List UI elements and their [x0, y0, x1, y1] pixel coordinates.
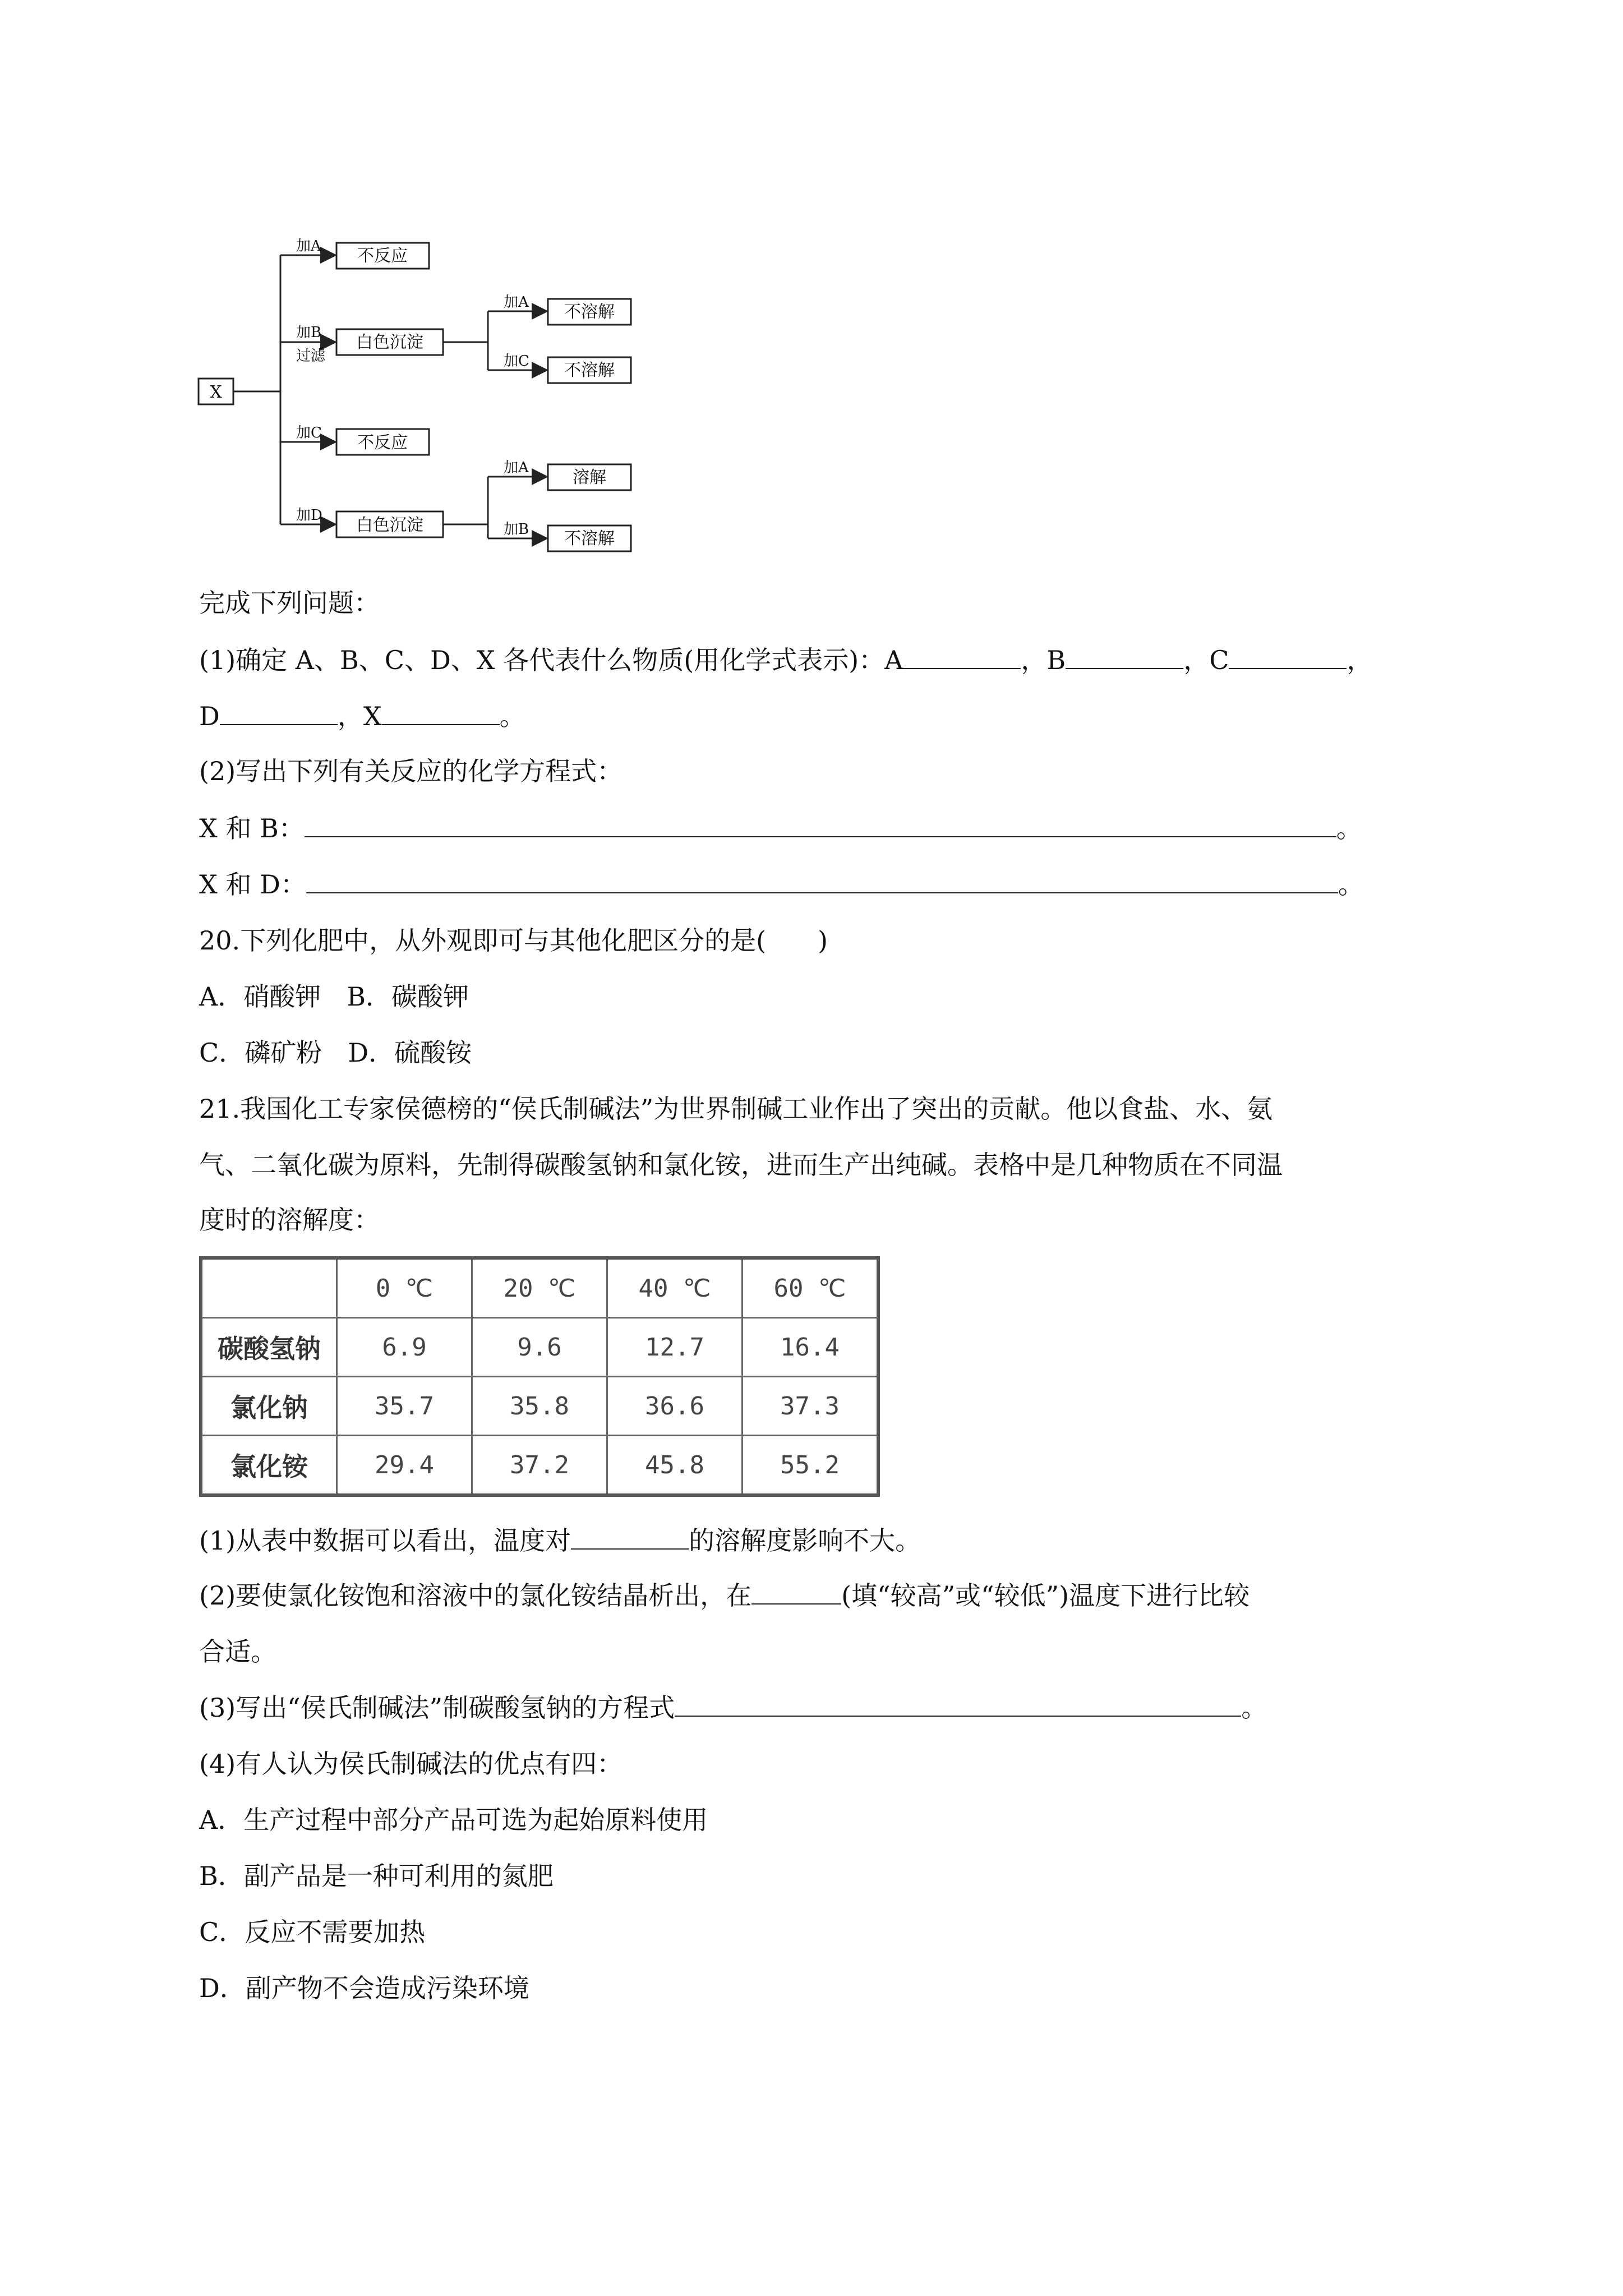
q19-xd: X 和 D： 。	[199, 868, 1364, 901]
answer-blank-a[interactable]	[903, 643, 1021, 669]
table-row: 氯化铵 29.4 37.2 45.8 55.2	[201, 1436, 878, 1496]
svg-text:加B: 加B	[504, 521, 529, 538]
answer-blank-c[interactable]	[1229, 643, 1347, 669]
table-row: 碳酸氢钠 6.9 9.6 12.7 16.4	[201, 1318, 878, 1377]
answer-blank-q21-1[interactable]	[571, 1524, 689, 1550]
svg-text:加A: 加A	[504, 459, 529, 476]
q19-xb: X 和 B： 。	[199, 812, 1362, 845]
q21-part1: (1)从表中数据可以看出，温度对 的溶解度影响不大。	[199, 1524, 921, 1557]
answer-blank-q21-2[interactable]	[751, 1579, 841, 1605]
q19-intro: 完成下列问题：	[199, 588, 380, 618]
answer-blank-b[interactable]	[1066, 643, 1183, 669]
svg-text:不反应: 不反应	[357, 246, 408, 266]
table-header-row: 0 ℃ 20 ℃ 40 ℃ 60 ℃	[201, 1258, 878, 1318]
answer-blank-xb[interactable]	[305, 812, 1336, 837]
svg-text:不反应: 不反应	[357, 433, 408, 453]
q21-option-b: B．副产品是一种可利用的氮肥	[199, 1861, 554, 1891]
q21-stem-1: 21.我国化工专家侯德榜的“侯氏制碱法”为世界制碱工业作出了突出的贡献。他以食盐、水、氨	[199, 1094, 1273, 1124]
svg-text:过滤: 过滤	[296, 348, 326, 365]
svg-text:溶解: 溶解	[573, 468, 606, 487]
q19-part2: (2)写出下列有关反应的化学方程式：	[199, 756, 623, 786]
svg-text:白色沉淀: 白色沉淀	[356, 333, 423, 352]
svg-text:加A: 加A	[296, 238, 321, 255]
q21-part2-line1: (2)要使氯化铵饱和溶液中的氯化铵结晶析出，在 (填“较高”或“较低”)温度下进行比较	[199, 1579, 1249, 1612]
q20-options-2: C．磷矿粉 D．硫酸铵	[199, 1038, 472, 1068]
q19-part1-line1: (1)确定 A、B、C、D、X 各代表什么物质(用化学式表示)：A ，B ，C ，	[199, 643, 1372, 677]
q21-option-a: A．生产过程中部分产品可选为起始原料使用	[199, 1805, 708, 1835]
answer-blank-q21-3[interactable]	[675, 1691, 1241, 1717]
solubility-table	[199, 1256, 880, 1497]
q19-part1-line2: D ，X 。	[199, 699, 525, 733]
q20-stem: 20.下列化肥中，从外观即可与其他化肥区分的是( )	[199, 925, 828, 956]
table-row: 氯化钠 35.7 35.8 36.6 37.3	[201, 1377, 878, 1436]
q21-part2-line2: 合适。	[199, 1636, 276, 1667]
svg-text:白色沉淀: 白色沉淀	[356, 515, 423, 535]
svg-text:不溶解: 不溶解	[564, 302, 615, 322]
q21-stem-2: 气、二氧化碳为原料，先制得碳酸氢钠和氯化铵，进而生产出纯碱。表格中是几种物质在不同温	[199, 1150, 1283, 1180]
q21-option-c: C．反应不需要加热	[199, 1917, 426, 1947]
reaction-flowchart	[196, 238, 645, 564]
answer-blank-d[interactable]	[220, 699, 338, 725]
q21-option-d: D．副产物不会造成污染环境	[199, 1973, 529, 2003]
svg-text:不溶解: 不溶解	[564, 361, 615, 380]
svg-text:加B: 加B	[296, 324, 322, 341]
answer-blank-xd[interactable]	[306, 868, 1338, 893]
q21-part3: (3)写出“侯氏制碱法”制碳酸氢钠的方程式 。	[199, 1691, 1267, 1725]
q21-part4: (4)有人认为侯氏制碱法的优点有四：	[199, 1749, 623, 1779]
q20-options-1: A．硝酸钾 B．碳酸钾	[199, 981, 469, 1012]
svg-text:加D: 加D	[296, 507, 322, 524]
q21-stem-3: 度时的溶解度：	[199, 1205, 380, 1235]
svg-text:加A: 加A	[504, 294, 529, 311]
answer-blank-x[interactable]	[382, 699, 500, 725]
flow-start: X	[210, 382, 222, 402]
svg-text:不溶解: 不溶解	[564, 529, 615, 548]
svg-text:加C: 加C	[296, 425, 322, 441]
svg-text:加C: 加C	[504, 353, 529, 370]
